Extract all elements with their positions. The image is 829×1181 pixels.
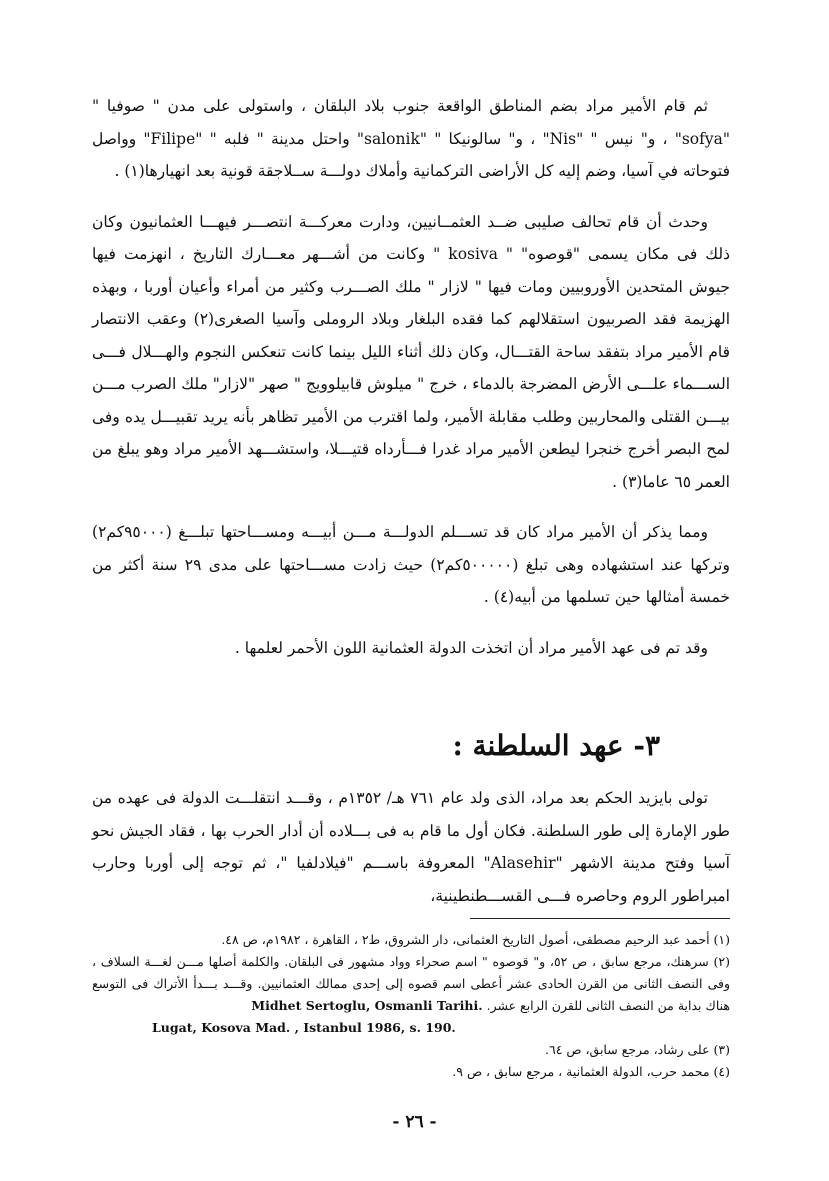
footnote-2: [92, 951, 730, 1017]
paragraph-4: وقد تم فى عهد الأمير مراد أن اتخذت الدولة العثمانية اللون الأحمر لعلمها .: [234, 638, 708, 657]
footnote-4: (٤) محمد حرب، الدولة العثمانية ، مرجع سابق ، ص ٩.: [452, 1064, 730, 1079]
footnote-2-text: (٢) سرهنك، مرجع سابق ، ص ٥٢، و" قوصوه " اسم صحراء وواد مشهور فى البلقان. والكلمة أصلها مـــن لغـــة السلاف ، وفى النصف الثانى من القرن الحادى عشر أعطى اسم قصوه إلى إحدى ممالك العثمانيين. وقـــد بـــدأ الأتراك فى التوسع هناك بداية من النصف الثانى للقرن الرابع عشر.: [92, 954, 731, 1013]
section-heading: ٣- عهد السلطنة :: [452, 729, 660, 762]
paragraph-2: وحدث أن قام تحالف صليبى ضــد العثمــانيين، ودارت معركـــة انتصـــر فيهـــا العثمانيون وكان ذلك فى مكان يسمى "قوصوه" " kosiva " وكانت من أشـــهر معـــارك التاريخ ، انهزمت فيها جيوش المتحدين الأوروبيين ومات فيها " لازار " ملك الصـــرب وكثير من أمراء وأعيان أوربا ، وبهذه الهزيمة فقد الصربيون استقلالهم كما فقده البلغار وبلاد الروملى وآسيا الصغرى(٢) وعقب الانتصار قام الأمير مراد بتفقد ساحة القتـــال، وكان ذلك أثناء الليل بينما كانت تنعكس النجوم والهـــلال فـــى الســـماء علـــى الأرض المضرجة بالدماء ، خرج " ميلوش قابيلوويج " صهر "لازار" ملك الصرب مـــن بيـــن القتلى والمحاربين وطلب مقابلة الأمير، ولما اقترب من الأمير تظاهر بأنه يريد تقبيـــل يده وفى لمح البصر أخرج خنجرا ليطعن الأمير مراد غدرا فـــأرداه قتيـــلا، واستشـــهد الأمير مراد وهو يبلغ من العمر ٦٥ عاما(٣) .: [92, 212, 731, 491]
page-number: - ٢٦ -: [392, 1112, 437, 1132]
footnote-2-latin-a: Midhet Sertoglu, Osmanli Tarihi.: [251, 998, 483, 1013]
page-body: [92, 90, 730, 1083]
footnote-1: (١) أحمد عبد الرحيم مصطفى، أصول التاريخ العثمانى، دار الشروق، ط٢ ، القاهرة ، ١٩٨٢م، ص ٤٨.: [221, 932, 730, 947]
footnote-divider: [470, 918, 730, 919]
paragraph-3: ومما يذكر أن الأمير مراد كان قد تســـلم الدولـــة مـــن أبيـــه ومســـاحتها تبلـــغ (٩٥٠٠٠كم٢) وتركها عند استشهاده وهى تبلغ (٥٠٠٠٠٠كم٢) حيث زادت مســـاحتها على مدى ٢٩ سنة أكثر من خمسة أمثالها حين تسلمها من أبيه(٤) .: [92, 523, 730, 606]
paragraph-1: ثم قام الأمير مراد بضم المناطق الواقعة جنوب بلاد البلقان ، واستولى على مدن " صوفيا " "sofya" ، و" نيس " "Nis" ، و" سالونيكا " "salonik" واحتل مدينة " فلبه " "Filipe" وواصل فتوحاته في آسيا، وضم إليه كل الأراضى التركمانية وأملاك دولـــة ســلاجقة قونية بعد انهيارها(١) .: [92, 97, 731, 180]
section-paragraph: تولى بايزيد الحكم بعد مراد، الذى ولد عام ٧٦١ هـ/ ١٣٥٢م ، وقـــد انتقلـــت الدولة فى عهده من طور الإمارة إلى طور السلطنة. فكان أول ما قام به فى بـــلاده أن أدار الحرب بها ، فقاد الجيش نحو آسيا وفتح مدينة الاشهر "Alasehir" المعروفة باســـم "فيلادلفيا "، ثم توجه إلى أوربا وحارب امبراطور الروم وحاصره فـــى القســـطنطينية،: [92, 789, 730, 905]
footnote-3: (٣) على رشاد، مرجع سابق، ص ٦٤.: [545, 1042, 730, 1057]
footnote-2-latin-b: Lugat, Kosova Mad. , Istanbul 1986, s. 190.: [152, 1020, 456, 1035]
